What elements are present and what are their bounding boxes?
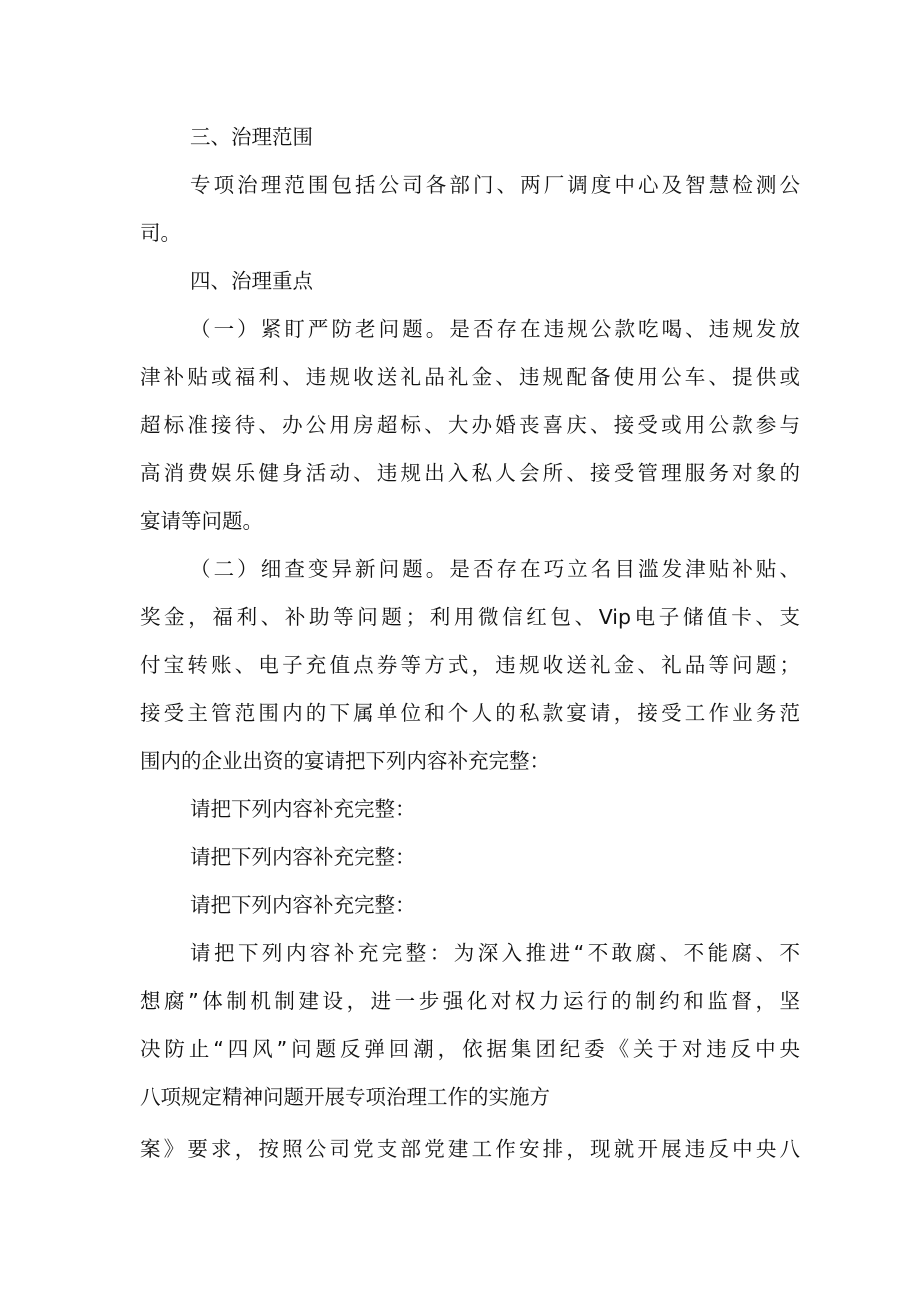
paragraph-line: 司。 [140,221,181,245]
paragraph-line: 请把下列内容补充完整： [190,797,416,821]
paragraph-line: 超标准接待、办公用房超标、大办婚丧喜庆、接受或用公款参与 [140,413,800,437]
section-heading-scope: 三、治理范围 [190,125,313,149]
paragraph-line: 奖金，福利、补助等问题；利用微信红包、Vip电子储值卡、支 [140,605,800,629]
paragraph-line: （二）细查变异新问题。是否存在巧立名目滥发津贴补贴、 [190,557,800,581]
paragraph-line: （一）紧盯严防老问题。是否存在违规公款吃喝、违规发放 [190,317,800,341]
paragraph-line: 请把下列内容补充完整： [190,893,416,917]
paragraph-line: 围内的企业出资的宴请把下列内容补充完整： [140,749,550,773]
paragraph-line: 决防止“四风”问题反弹回潮，依据集团纪委《关于对违反中央 [140,1037,800,1061]
paragraph-line: 津补贴或福利、违规收送礼品礼金、违规配备使用公车、提供或 [140,365,800,389]
paragraph-line: 案》要求，按照公司党支部党建工作安排，现就开展违反中央八 [140,1137,800,1161]
paragraph-line: 想腐”体制机制建设，进一步强化对权力运行的制约和监督，坚 [140,989,800,1013]
paragraph-line: 八项规定精神问题开展专项治理工作的实施方 [140,1085,550,1109]
paragraph-line: 高消费娱乐健身活动、违规出入私人会所、接受管理服务对象的 [140,461,800,485]
paragraph-line: 付宝转账、电子充值点券等方式，违规收送礼金、礼品等问题； [140,653,800,677]
paragraph-line: 接受主管范围内的下属单位和个人的私款宴请，接受工作业务范 [140,701,800,725]
paragraph-line: 宴请等问题。 [140,509,263,533]
section-heading-focus: 四、治理重点 [190,269,313,293]
paragraph-line: 专项治理范围包括公司各部门、两厂调度中心及智慧检测公 [190,173,800,197]
paragraph-line: 请把下列内容补充完整： [190,845,416,869]
paragraph-line: 请把下列内容补充完整：为深入推进“不敢腐、不能腐、不 [190,941,800,965]
